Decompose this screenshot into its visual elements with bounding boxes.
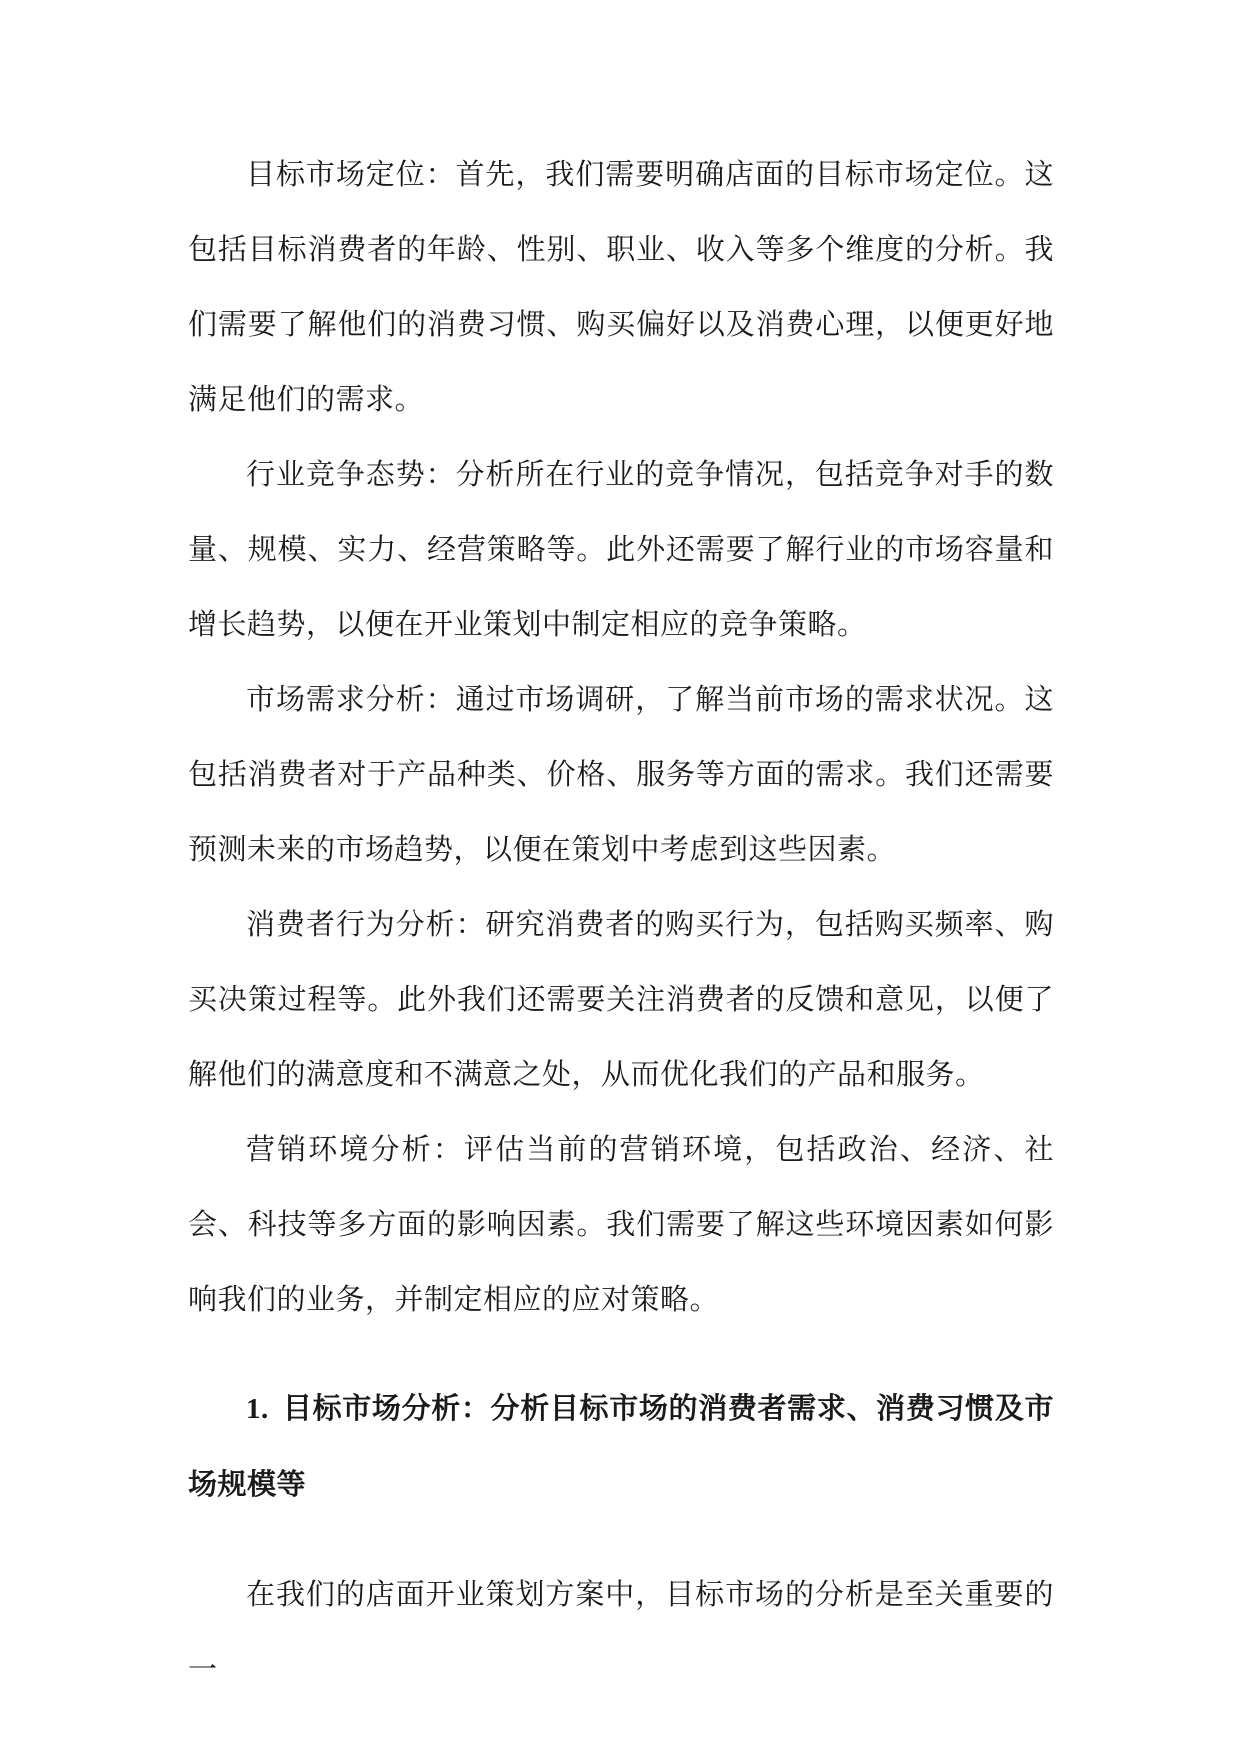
paragraph-market-demand: 市场需求分析：通过市场调研，了解当前市场的需求状况。这包括消费者对于产品种类、价格、服务等方面的需求。我们还需要预测未来的市场趋势，以便在策划中考虑到这些因素。	[188, 682, 1054, 866]
section-heading	[188, 1371, 1054, 1522]
paragraph-marketing-environment: 营销环境分析：评估当前的营销环境，包括政治、经济、社会、科技等多方面的影响因素。我们需要了解这些环境因素如何影响我们的业务，并制定相应的应对策略。	[188, 1132, 1054, 1316]
paragraph-industry-competition: 行业竞争态势：分析所在行业的竞争情况，包括竞争对手的数量、规模、实力、经营策略等。此外还需要了解行业的市场容量和增长趋势，以便在开业策划中制定相应的竞争策略。	[188, 457, 1054, 641]
section-heading-number: 1.	[246, 1393, 269, 1425]
section-heading-text: 目标市场分析：分析目标市场的消费者需求、消费习惯及市场规模等	[188, 1391, 1054, 1501]
document-body	[188, 137, 1054, 1707]
paragraph-consumer-behavior: 消费者行为分析：研究消费者的购买行为，包括购买频率、购买决策过程等。此外我们还需要关注消费者的反馈和意见，以便了解他们的满意度和不满意之处，从而优化我们的产品和服务。	[188, 907, 1054, 1091]
paragraph-closing: 在我们的店面开业策划方案中，目标市场的分析是至关重要的一	[188, 1577, 1054, 1686]
paragraph-target-market-positioning: 目标市场定位：首先，我们需要明确店面的目标市场定位。这包括目标消费者的年龄、性别、职业、收入等多个维度的分析。我们需要了解他们的消费习惯、购买偏好以及消费心理，以便更好地满足他们的需求。	[188, 157, 1054, 416]
